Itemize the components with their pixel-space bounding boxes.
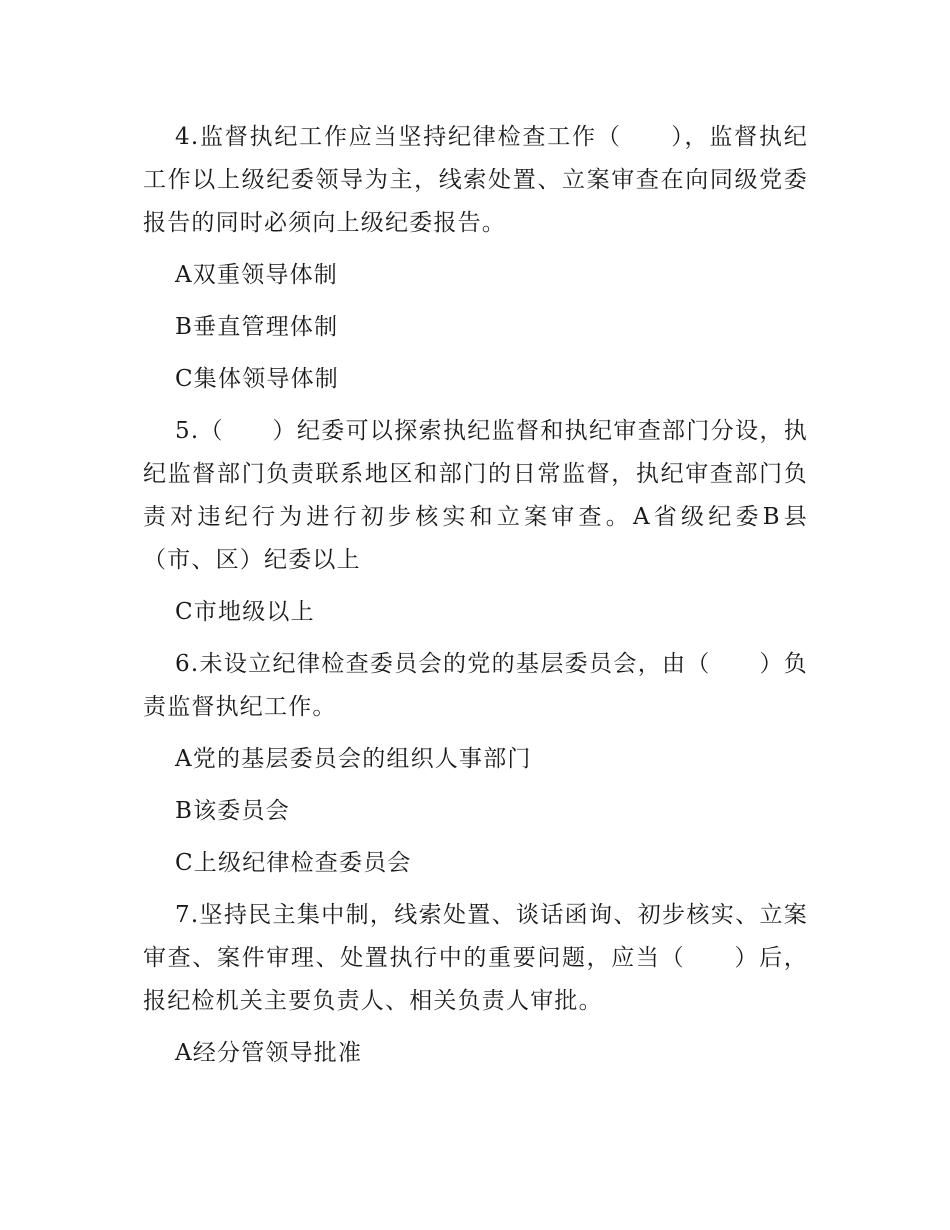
question-6-option-b: B该委员会	[175, 798, 290, 824]
question-list	[143, 116, 808, 1084]
question-6-option-a: A党的基层委员会的组织人事部门	[175, 746, 532, 772]
question-7-stem: 7.坚持民主集中制，线索处置、谈话函询、初步核实、立案审查、案件审理、处置执行中的重要问题，应当（ ）后，报纪检机关主要负责人、相关负责人审批。	[143, 902, 808, 1014]
question-7-option-a: A经分管领导批准	[175, 1040, 363, 1066]
question-4-option-b: B垂直管理体制	[175, 314, 339, 340]
question-4-option-c: C集体领导体制	[175, 366, 339, 392]
question-6-stem: 6.未设立纪律检查委员会的党的基层委员会，由（ ）负责监督执纪工作。	[143, 651, 808, 720]
question-4-stem: 4.监督执纪工作应当坚持纪律检查工作（ ），监督执纪工作以上级纪委领导为主，线索处置、立案审查在向同级党委报告的同时必须向上级纪委报告。	[143, 124, 808, 236]
question-4-option-a: A双重领导体制	[175, 262, 339, 288]
question-5-stem: 5.（ ）纪委可以探索执纪监督和执纪审查部门分设，执纪监督部门负责联系地区和部门的日常监督，执纪审查部门负责对违纪行为进行初步核实和立案审查。A省级纪委B县（市、区）纪委以上	[143, 418, 808, 573]
question-5-option-c: C市地级以上	[175, 599, 315, 625]
question-6-option-c: C上级纪律检查委员会	[175, 850, 412, 876]
